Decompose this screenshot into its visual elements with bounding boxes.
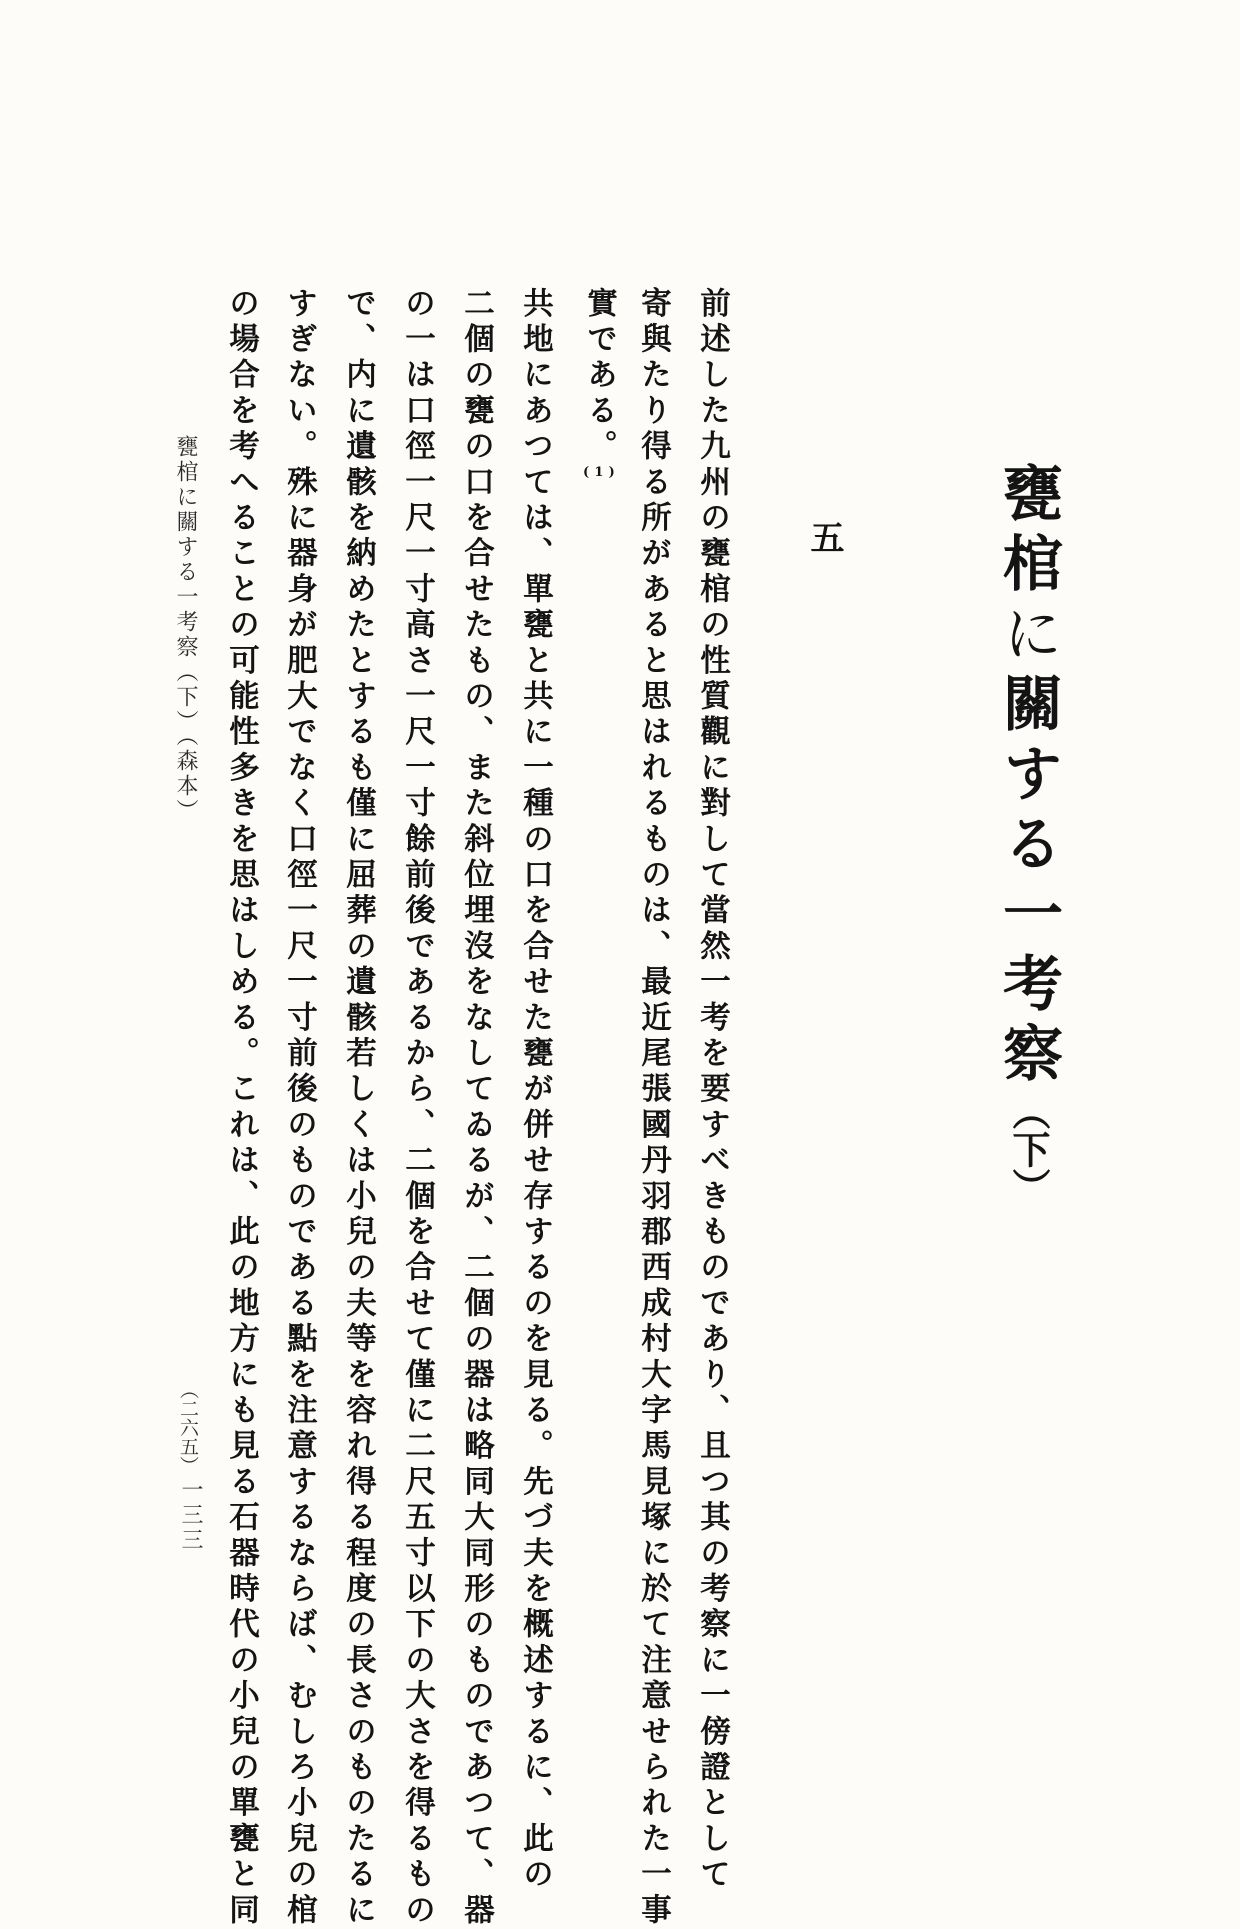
body-column-7: で、内に遺骸を納めたとするも僅に屈葬の遺骸若しくは小兒の夫等を容れ得る程度の長さのものたるに: [340, 287, 377, 1929]
article-title: [985, 462, 1071, 1206]
page-number-parenthetical: （二六五）: [177, 1380, 199, 1475]
body-column-8: すぎない。殊に器身が肥大でなく口徑一尺一寸前後のものである點を注意するならば、むしろ小兒の棺: [281, 287, 318, 1929]
body-column-5: 二個の甕の口を合せたもの、また斜位埋沒をなしてゐるが、二個の器は略同大同形のものであつて、器: [458, 287, 495, 1929]
body-column-3: [579, 287, 620, 479]
page-number: 一三三: [178, 1478, 203, 1553]
title-part-2: に: [993, 602, 1063, 672]
body-column-1: 前述した九州の甕棺の性質觀に對して當然一考を要すべきものであり、且つ其の考察に一傍證として: [694, 287, 731, 1894]
section-number: 五: [804, 520, 844, 554]
title-part-4: （下）: [1006, 1092, 1051, 1206]
body-column-6: の一は口徑一尺一寸高さ一尺一寸餘前後であるから、二個を合せて僅に二尺五寸以下の大さを得るもの: [399, 287, 436, 1929]
title-part-3: 關する一考察: [993, 672, 1063, 1092]
body-column-9: の場合を考へることの可能性多きを思はしめる。これは、此の地方にも見る石器時代の小兒の單甕と同: [223, 287, 260, 1929]
body-column-4: 共地にあつては、單甕と共に一種の口を合せた甕が併せ存するのを見る。先づ夫を概述するに、此の: [517, 287, 554, 1894]
running-head: 甕棺に關する一考察（下）（森本）: [173, 435, 198, 824]
title-part-1: 甕棺: [993, 462, 1063, 602]
body-column-2: 寄與たり得る所があると思はれるものは、最近尾張國丹羽郡西成村大字馬見塚に於て注意せられた一事: [635, 287, 672, 1929]
body-column-3-text: 實である。: [581, 287, 618, 466]
footnote-marker: (1): [583, 464, 620, 480]
